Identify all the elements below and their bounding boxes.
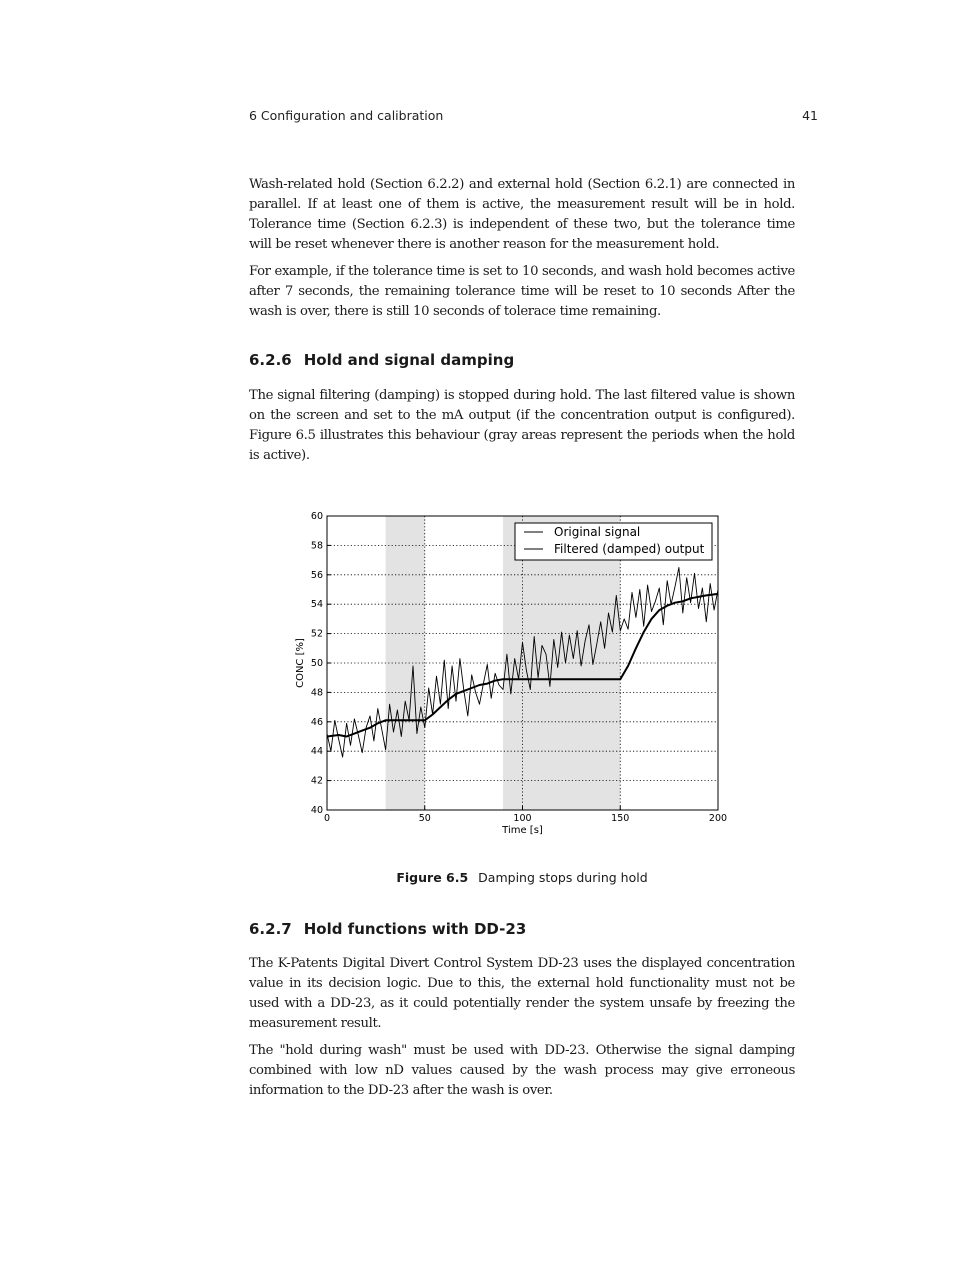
x-tick-label-0: 0 <box>323 813 331 824</box>
x-tick-label-50: 50 <box>418 813 431 824</box>
section-title: Hold functions with DD-23 <box>303 920 527 938</box>
paragraph-dd23-logic: The K-Patents Digital Divert Control System DD-23 uses the displayed concentration value in its decision logic. Due to this, the external hold functionality must not be used with a DD-23, as it could potentially render the system unsafe by freezing the measurement result. <box>249 956 795 1031</box>
section-title: Hold and signal damping <box>303 351 515 369</box>
legend <box>515 523 712 560</box>
x-tick-label-200: 200 <box>708 813 728 824</box>
figure-caption <box>249 870 795 885</box>
legend-label-filtered: Filtered (damped) output <box>554 542 705 556</box>
section-number: 6.2.7 <box>249 920 292 938</box>
x-tick-label-100: 100 <box>513 813 532 824</box>
y-tick-label-58: 58 <box>310 540 323 552</box>
legend-label-original: Original signal <box>554 525 641 539</box>
paragraph-hold-during-wash: The "hold during wash" must be used with DD-23. Otherwise the signal damping combined with low nD values caused by the wash process may give erroneous information to the DD-23 after the wash is over. <box>249 1043 795 1098</box>
y-tick-label-44: 44 <box>310 746 323 758</box>
figure-caption-text: Damping stops during hold <box>478 870 648 885</box>
y-tick-label-52: 52 <box>310 628 323 640</box>
paragraph-signal-filtering: The signal filtering (damping) is stopped during hold. The last filtered value is shown on the screen and set to the mA output (if the concentration output is configured). Figure 6.5 illustrates this behaviour (gray areas represent the periods when the hold is active). <box>249 388 795 463</box>
y-tick-label-56: 56 <box>310 569 323 581</box>
y-tick-label-54: 54 <box>310 599 323 611</box>
running-head-section: 6 Configuration and calibration <box>249 108 444 123</box>
y-tick-label-50: 50 <box>310 658 323 669</box>
x-axis-label: Time [s] <box>502 825 543 836</box>
figure-label: Figure 6.5 <box>396 870 469 885</box>
paragraph-tolerance-example: For example, if the tolerance time is set to 10 seconds, and wash hold becomes active after 7 seconds, the remaining tolerance time will be reset to 10 seconds After the wash is over, there is still 10 seconds of tolerace time remaining. <box>249 264 795 319</box>
section-number: 6.2.6 <box>249 351 292 369</box>
y-axis-label: CONC [%] <box>295 638 306 688</box>
section-heading-6-2-7 <box>249 920 526 938</box>
paragraph-hold-parallel: Wash-related hold (Section 6.2.2) and external hold (Section 6.2.1) are connected in parallel. If at least one of them is active, the measurement result will be in hold. Tolerance time (Section 6.2.3) is independent of these two, but the tolerance time will be reset whenever there is another reason for the measurement hold. <box>249 177 795 252</box>
y-tick-label-42: 42 <box>310 775 323 787</box>
page-number: 41 <box>802 108 818 123</box>
y-tick-label-60: 60 <box>310 511 323 522</box>
y-tick-label-40: 40 <box>310 805 323 816</box>
x-tick-label-150: 150 <box>611 813 630 824</box>
y-tick-label-46: 46 <box>310 716 323 728</box>
y-tick-label-48: 48 <box>310 687 323 699</box>
